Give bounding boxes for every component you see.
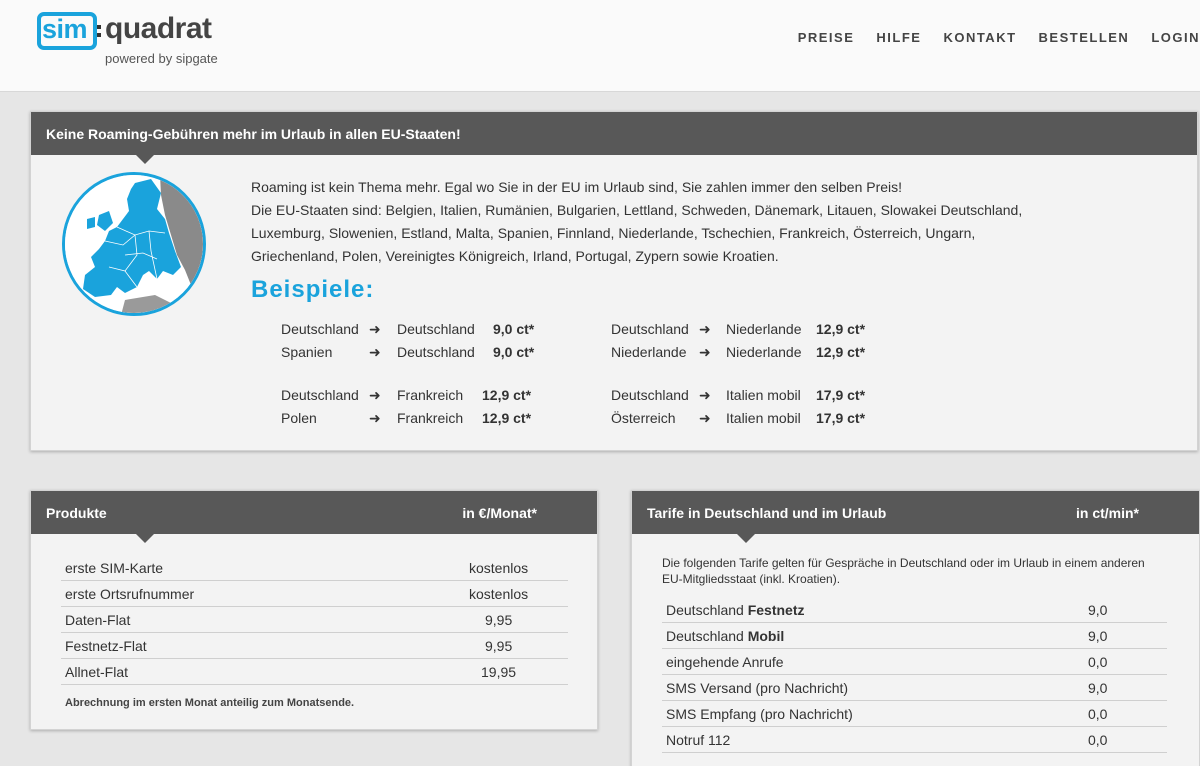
example-price: 12,9 ct* — [482, 387, 532, 403]
product-price: 9,95 — [485, 611, 513, 628]
arrow-right-icon: ➜ — [699, 344, 711, 360]
example-price: 17,9 ct* — [816, 410, 866, 426]
example-price: 12,9 ct* — [482, 410, 532, 426]
product-label: erste Ortsrufnummer — [65, 585, 195, 602]
example-to: Italien mobil — [726, 410, 801, 426]
eu-map-icon — [62, 172, 206, 316]
example-from: Deutschland — [281, 387, 359, 403]
products-footnote: Abrechnung im ersten Monat anteilig zum Monatsende. — [65, 697, 355, 709]
products-title: Produkte — [46, 504, 107, 521]
table-row — [662, 727, 1167, 753]
rates-intro — [662, 555, 1182, 587]
example-from: Österreich — [611, 410, 676, 426]
arrow-right-icon: ➜ — [369, 387, 381, 403]
rate-label-bold: Festnetz — [747, 601, 805, 618]
logo-separator-dots — [97, 25, 101, 29]
nav-kontakt[interactable]: KONTAKT — [943, 30, 1017, 45]
rate-label: SMS Empfang (pro Nachricht) — [666, 705, 853, 722]
table-row — [61, 659, 568, 685]
logo-quadrat-text: quadrat — [105, 12, 212, 45]
product-price: kostenlos — [469, 559, 529, 576]
roaming-description — [251, 176, 1131, 268]
example-from: Deutschland — [611, 387, 689, 403]
examples-heading: Beispiele: — [251, 276, 375, 303]
table-row — [61, 607, 568, 633]
table-row — [61, 581, 568, 607]
table-row — [662, 675, 1167, 701]
rate-label — [666, 602, 805, 618]
example-from: Niederlande — [611, 344, 687, 360]
table-row — [662, 649, 1167, 675]
nav-preise[interactable]: PREISE — [797, 30, 855, 45]
example-to: Italien mobil — [726, 387, 801, 403]
roaming-line: Luxemburg, Slowenien, Estland, Malta, Spanien, Finnland, Niederlande, Tschechien, Frankreich, Österreich, Ungarn, — [251, 225, 976, 241]
rates-panel-header — [632, 491, 1199, 534]
products-unit: in €/Monat* — [462, 505, 537, 521]
example-to: Frankreich — [397, 387, 464, 403]
example-from: Deutschland — [281, 321, 359, 337]
rate-label — [666, 628, 784, 644]
product-price: kostenlos — [469, 585, 529, 602]
rates-unit: in ct/min* — [1075, 505, 1139, 521]
example-price: 9,0 ct* — [493, 321, 535, 337]
rate-price: 0,0 — [1088, 705, 1108, 722]
example-from: Deutschland — [611, 321, 689, 337]
example-to: Deutschland — [397, 344, 475, 360]
rate-price: 0,0 — [1088, 653, 1108, 670]
rate-label-text: Deutschland — [666, 627, 748, 644]
arrow-right-icon: ➜ — [369, 344, 381, 360]
product-price: 9,95 — [485, 637, 513, 654]
rate-price: 0,0 — [1088, 731, 1108, 748]
nav-login[interactable]: LOGIN — [1151, 30, 1200, 45]
example-to: Niederlande — [726, 344, 802, 360]
arrow-right-icon: ➜ — [699, 410, 711, 426]
rate-label: SMS Versand (pro Nachricht) — [666, 679, 849, 696]
roaming-panel-header — [31, 112, 1197, 155]
main-nav — [776, 30, 1200, 45]
rate-label: eingehende Anrufe — [666, 653, 784, 670]
products-panel — [30, 490, 598, 730]
nav-hilfe[interactable]: HILFE — [876, 30, 922, 45]
rate-price: 9,0 — [1088, 601, 1108, 618]
rate-label-bold: Mobil — [747, 627, 785, 644]
arrow-right-icon: ➜ — [699, 321, 711, 337]
simquadrat-logo[interactable] — [37, 12, 237, 70]
product-label: Allnet-Flat — [65, 663, 129, 680]
product-label: Daten-Flat — [65, 611, 131, 628]
example-to: Frankreich — [397, 410, 464, 426]
rates-title: Tarife in Deutschland und im Urlaub — [647, 504, 887, 521]
arrow-right-icon: ➜ — [699, 387, 711, 403]
roaming-title: Keine Roaming-Gebühren mehr im Urlaub in allen EU-Staaten! — [46, 125, 461, 142]
example-to: Niederlande — [726, 321, 802, 337]
example-from: Polen — [281, 410, 317, 426]
logo-sim-text: sim — [42, 14, 88, 44]
rate-label-text: Deutschland — [666, 601, 748, 618]
rates-panel — [631, 490, 1200, 766]
product-label: erste SIM-Karte — [65, 559, 164, 576]
logo-powered-by: powered by sipgate — [105, 51, 218, 66]
example-price: 9,0 ct* — [493, 344, 535, 360]
table-row — [61, 555, 568, 581]
roaming-line: Roaming ist kein Thema mehr. Egal wo Sie in der EU im Urlaub sind, Sie zahlen immer den selben Preis! — [251, 179, 903, 195]
example-to: Deutschland — [397, 321, 475, 337]
example-from: Spanien — [281, 344, 333, 360]
roaming-panel — [30, 111, 1198, 451]
table-row — [662, 701, 1167, 727]
table-row — [61, 633, 568, 659]
table-row — [662, 623, 1167, 649]
rates-intro-line: EU-Mitgliedsstaat (inkl. Kroatien). — [662, 572, 841, 586]
arrow-right-icon: ➜ — [369, 410, 381, 426]
rate-price: 9,0 — [1088, 627, 1108, 644]
roaming-line: Die EU-Staaten sind: Belgien, Italien, Rumänien, Bulgarien, Lettland, Schweden, Dänemark, Litauen, Slowakei Deutschland, — [251, 202, 1023, 218]
product-label: Festnetz-Flat — [65, 637, 147, 654]
arrow-right-icon: ➜ — [369, 321, 381, 337]
rates-intro-line: Die folgenden Tarife gelten für Gespräche in Deutschland oder im Urlaub in einem anderen — [662, 556, 1145, 570]
example-price: 12,9 ct* — [816, 321, 866, 337]
rate-label: Notruf 112 — [666, 731, 731, 748]
products-panel-header — [31, 491, 597, 534]
roaming-line: Griechenland, Polen, Vereinigtes Königreich, Irland, Portugal, Zypern sowie Kroatien. — [251, 248, 779, 264]
rate-price: 9,0 — [1088, 679, 1108, 696]
nav-bestellen[interactable]: BESTELLEN — [1038, 30, 1130, 45]
product-price: 19,95 — [481, 663, 517, 680]
table-row — [662, 597, 1167, 623]
site-header — [0, 0, 1200, 92]
example-price: 12,9 ct* — [816, 344, 866, 360]
example-price: 17,9 ct* — [816, 387, 866, 403]
